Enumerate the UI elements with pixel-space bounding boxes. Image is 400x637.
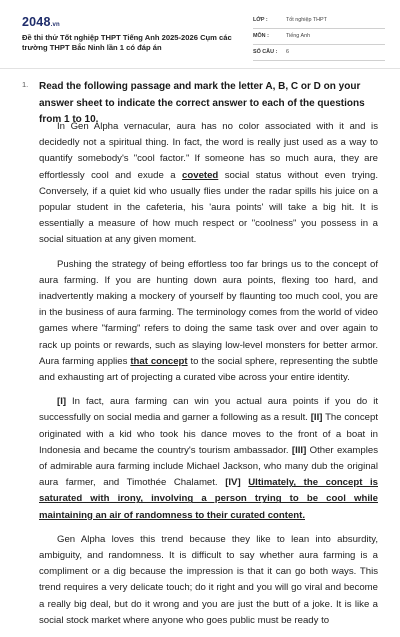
position-marker: [I] xyxy=(57,396,67,408)
underlined-word: coveted xyxy=(182,169,219,181)
question-content xyxy=(0,68,400,626)
meta-value: Tiếng Anh xyxy=(286,33,311,39)
position-marker: [II] xyxy=(310,412,323,424)
position-marker: [IV] xyxy=(225,477,241,489)
passage-paragraph-4: Gen Alpha loves this trend because they like to lean into absurdity, ambiguity, and randomness. It is difficult to say whether aura farming is a compliment or a dig because the impression is that it can go both ways. This trend requires a very delicate touch; do it right and you will go viral and become a really big deal, but do it wrong and you are just the butt of a joke. It is like a social stock market where anyone who goes public must be ready to xyxy=(39,533,378,626)
text-run: In Gen Alpha vernacular, aura has no color associated with it and is decidedly not a spiritual thing. In fact, the word is really just used as a way to quantify somebody's "cool factor." If someone has so much aura, they are effortlessly cool and exude a xyxy=(39,121,378,181)
meta-row-class xyxy=(253,13,385,29)
logo-suffix: .vn xyxy=(50,22,60,28)
exam-title: Đề thi thử Tốt nghiệp THPT Tiếng Anh 2025-2026 Cụm các trường THPT Bắc Ninh lần 1 có đáp án xyxy=(22,33,232,52)
page-header xyxy=(0,0,400,68)
passage-paragraph-2 xyxy=(39,257,378,387)
underlined-sentence: Ultimately, the concept is saturated with irony, involving a person trying to be cool while maintaining an air of randomness to their curated content. xyxy=(39,477,378,521)
text-run: Pushing the strategy of being effortless too far brings us to the concept of aura farming. If you are hunting down aura points, flexing too hard, and inadvertently making a mockery of yourself by flaunting too much cool, you are in the business of aura farming. The terminology comes from the world of video games where "farming" refers to doing the same task over and over again to rack up points or rewards, such as slaying low-level monsters for better armor. Aura farming applies xyxy=(39,258,378,367)
meta-key: SỐ CÂU : xyxy=(253,49,278,55)
reading-passage xyxy=(39,119,378,637)
exam-meta xyxy=(253,13,385,61)
meta-value: Tốt nghiệp THPT xyxy=(286,17,327,23)
position-marker: [III] xyxy=(291,444,307,456)
meta-key: MÔN : xyxy=(253,33,269,39)
text-run: In fact, aura farming can win you actual aura points if you do it successfully on social media and garner a following as a result. xyxy=(39,396,378,424)
meta-row-subject xyxy=(253,29,385,45)
meta-key: LỚP : xyxy=(253,17,268,23)
meta-value: 6 xyxy=(286,49,289,55)
underlined-phrase: that concept xyxy=(130,355,188,367)
question-instruction: Read the following passage and mark the letter A, B, C or D on your answer sheet to indicate the correct answer to each of the questions from 1 to 10. xyxy=(39,81,365,125)
passage-paragraph-1 xyxy=(39,119,378,249)
question-number: 1. xyxy=(22,80,29,89)
meta-row-count xyxy=(253,45,385,61)
text-run: The concept originated with a kid who took his dance moves to the front of a boat in Indonesia and became the country's tourism ambassador. xyxy=(39,412,378,456)
text-run: social status without even trying. Conversely, if a quiet kid who usually flies under the radar spills his juice on a popular student in the cafeteria, his 'aura points' will take a big hit. It is essentially a measure of how much respect or "coolness" you possess in a social situation at any given moment. xyxy=(39,169,379,246)
text-run: to the social sphere, representing the subtle and exhausting art of projecting a curated vibe across your entire identity. xyxy=(39,355,378,384)
passage-paragraph-3 xyxy=(39,394,378,524)
site-logo[interactable] xyxy=(22,15,60,29)
text-run: Other examples of admirable aura farming include Michael Jackson, who many dub the original aura farmer, and Timothée Chalamet. xyxy=(39,444,378,489)
logo-text: 2048 xyxy=(22,15,51,29)
